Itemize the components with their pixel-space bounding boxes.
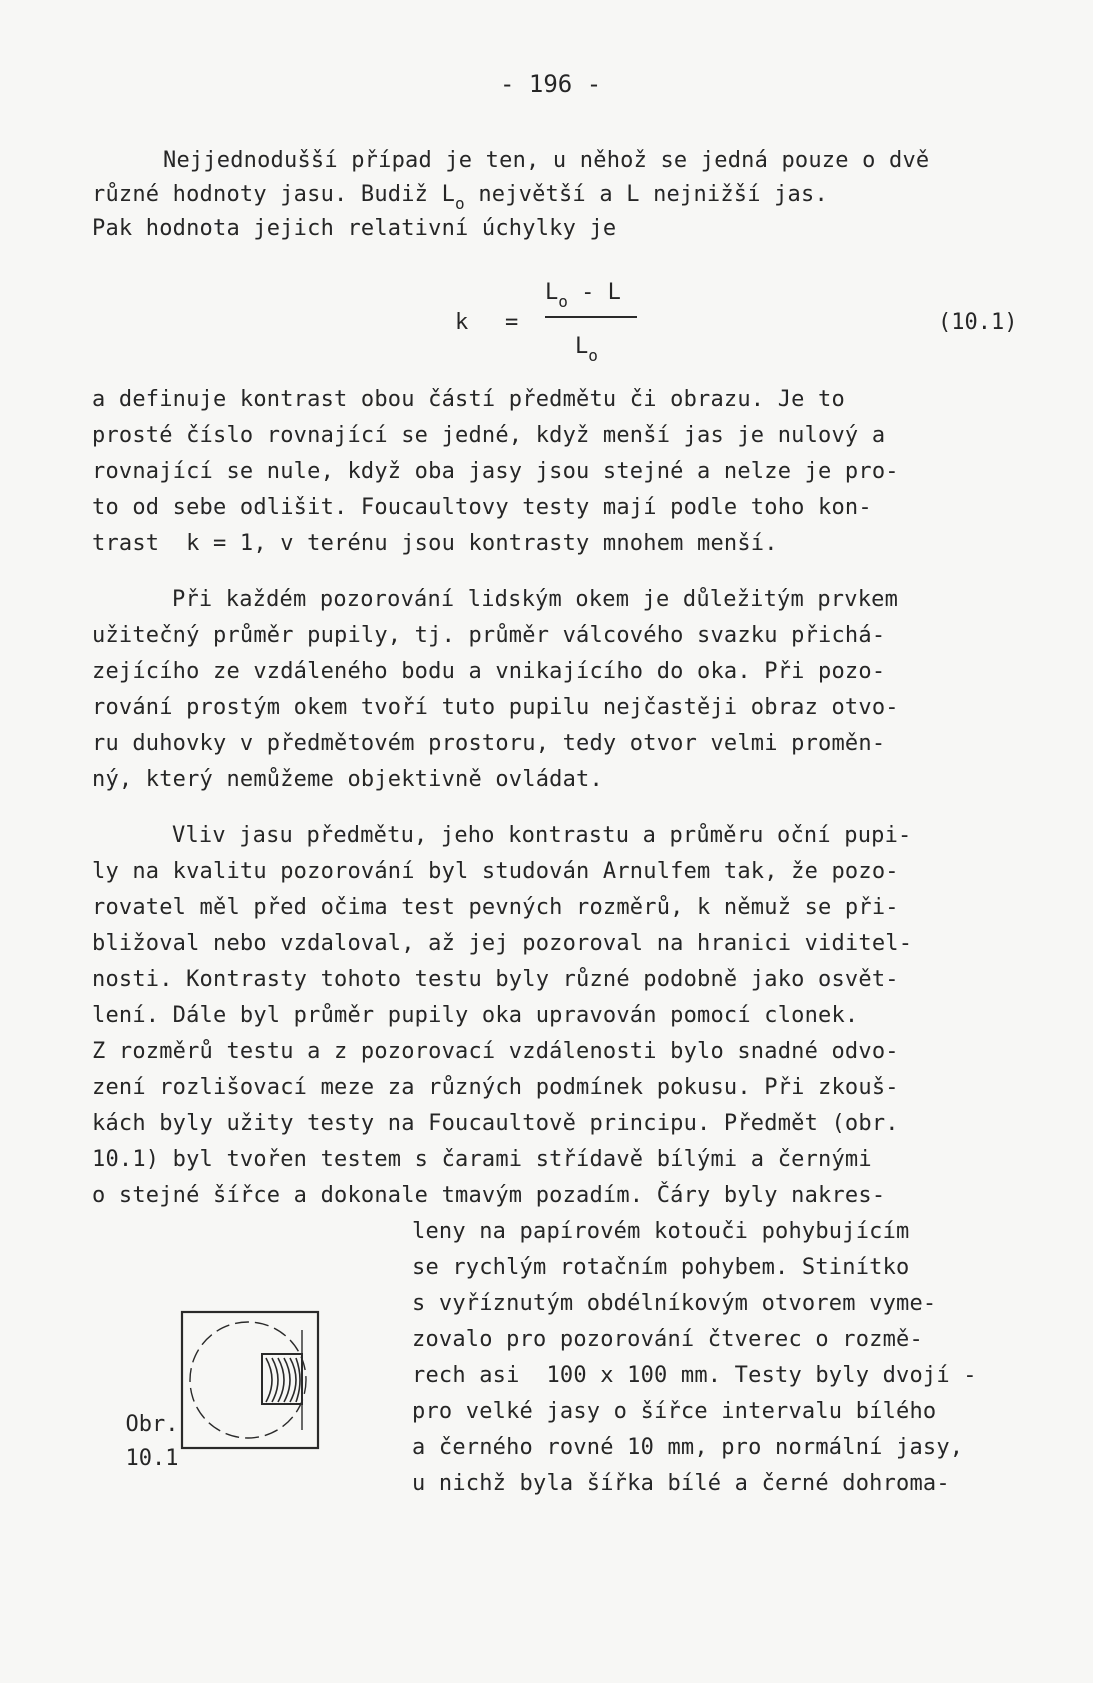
para3-line: ru duhovky v předmětovém prostoru, tedy otvor velmi proměn- bbox=[92, 731, 886, 756]
para4-narrow-line: u nichž byla šířka bílé a černé dohroma- bbox=[412, 1471, 950, 1496]
para3-line: ný, který nemůžeme objektivně ovládat. bbox=[92, 767, 603, 792]
para4-line: o stejné šířce a dokonale tmavým pozadím. Čáry byly nakres- bbox=[92, 1183, 886, 1208]
para4-narrow-line: leny na papírovém kotouči pohybujícím bbox=[412, 1219, 910, 1244]
para4-line: ly na kvalitu pozorování byl studován Arnulfem tak, že pozo- bbox=[92, 859, 899, 884]
page-number: - 196 - bbox=[500, 70, 602, 98]
fraction-bar bbox=[545, 316, 637, 318]
figure-caption-number: 10.1 bbox=[125, 1446, 179, 1471]
equation-lhs: k bbox=[455, 310, 469, 335]
para4-narrow-line: zovalo pro pozorování čtverec o rozmě- bbox=[412, 1327, 923, 1352]
para4-narrow-line: pro velké jasy o šířce intervalu bílého bbox=[412, 1399, 937, 1424]
equation-number: (10.1) bbox=[938, 310, 1018, 335]
para1-line: Nejjednodušší případ je ten, u něhož se jedná pouze o dvě bbox=[163, 148, 930, 173]
figure-caption-label: Obr. bbox=[125, 1412, 179, 1437]
equation-equals: = bbox=[505, 310, 519, 335]
figure-caption bbox=[112, 1408, 192, 1476]
para2-line: a definuje kontrast obou částí předmětu či obrazu. Je to bbox=[92, 387, 845, 412]
para2-line: rovnající se nule, když oba jasy jsou stejné a nelze je pro- bbox=[92, 459, 899, 484]
para3-line: rování prostým okem tvoří tuto pupilu nejčastěji obraz otvo- bbox=[92, 695, 899, 720]
para2-line: to od sebe odlišit. Foucaultovy testy mají podle toho kon- bbox=[92, 495, 872, 520]
equation-denominator: $L_o$ bbox=[575, 334, 598, 365]
para4-narrow-line: se rychlým rotačním pohybem. Stinítko bbox=[412, 1255, 910, 1280]
para3-line: zejícího ze vzdáleného bodu a vnikajícího do oka. Při pozo- bbox=[92, 659, 886, 684]
para4-line: Vliv jasu předmětu, jeho kontrastu a průměru oční pupi- bbox=[172, 823, 912, 848]
para4-line: nosti. Kontrasty tohoto testu byly různé podobně jako osvět- bbox=[92, 967, 899, 992]
para1-line2: různé hodnoty jasu. Budiž $L_o$ největší a L nejnižší jas. bbox=[92, 182, 828, 213]
para2-line: prosté číslo rovnající se jedné, když menší jas je nulový a bbox=[92, 423, 886, 448]
para4-line: 10.1) byl tvořen testem s čarami střídavě bílými a černými bbox=[92, 1147, 872, 1172]
para1-line: Pak hodnota jejich relativní úchylky je bbox=[92, 216, 617, 241]
para4-narrow-line: s vyříznutým obdélníkovým otvorem vyme- bbox=[412, 1291, 937, 1316]
para3-line: Při každém pozorování lidským okem je důležitým prvkem bbox=[172, 587, 899, 612]
para4-line: bližoval nebo vzdaloval, až jej pozoroval na hranici viditel- bbox=[92, 931, 913, 956]
para4-narrow-line: a černého rovné 10 mm, pro normální jasy, bbox=[412, 1435, 964, 1460]
para4-line: Z rozměrů testu a z pozorovací vzdálenosti bylo snadné odvo- bbox=[92, 1039, 899, 1064]
para4-line: lení. Dále byl průměr pupily oka upravován pomocí clonek. bbox=[92, 1003, 859, 1028]
para4-line: zení rozlišovací meze za různých podmínek pokusu. Při zkouš- bbox=[92, 1075, 899, 1100]
foucault-test-figure bbox=[180, 1310, 320, 1450]
para4-line: rovatel měl před očima test pevných rozměrů, k němuž se při- bbox=[92, 895, 899, 920]
para2-line: trast k = 1, v terénu jsou kontrasty mnohem menší. bbox=[92, 531, 778, 556]
equation-numerator: $L_o$ - L bbox=[545, 280, 621, 311]
figure-disc bbox=[190, 1322, 306, 1438]
para4-line: kách byly užity testy na Foucaultově principu. Předmět (obr. bbox=[92, 1111, 899, 1136]
figure-frame bbox=[182, 1312, 318, 1448]
para3-line: užitečný průměr pupily, tj. průměr válcového svazku přichá- bbox=[92, 623, 886, 648]
para4-narrow-line: rech asi 100 x 100 mm. Testy byly dvojí - bbox=[412, 1363, 977, 1388]
